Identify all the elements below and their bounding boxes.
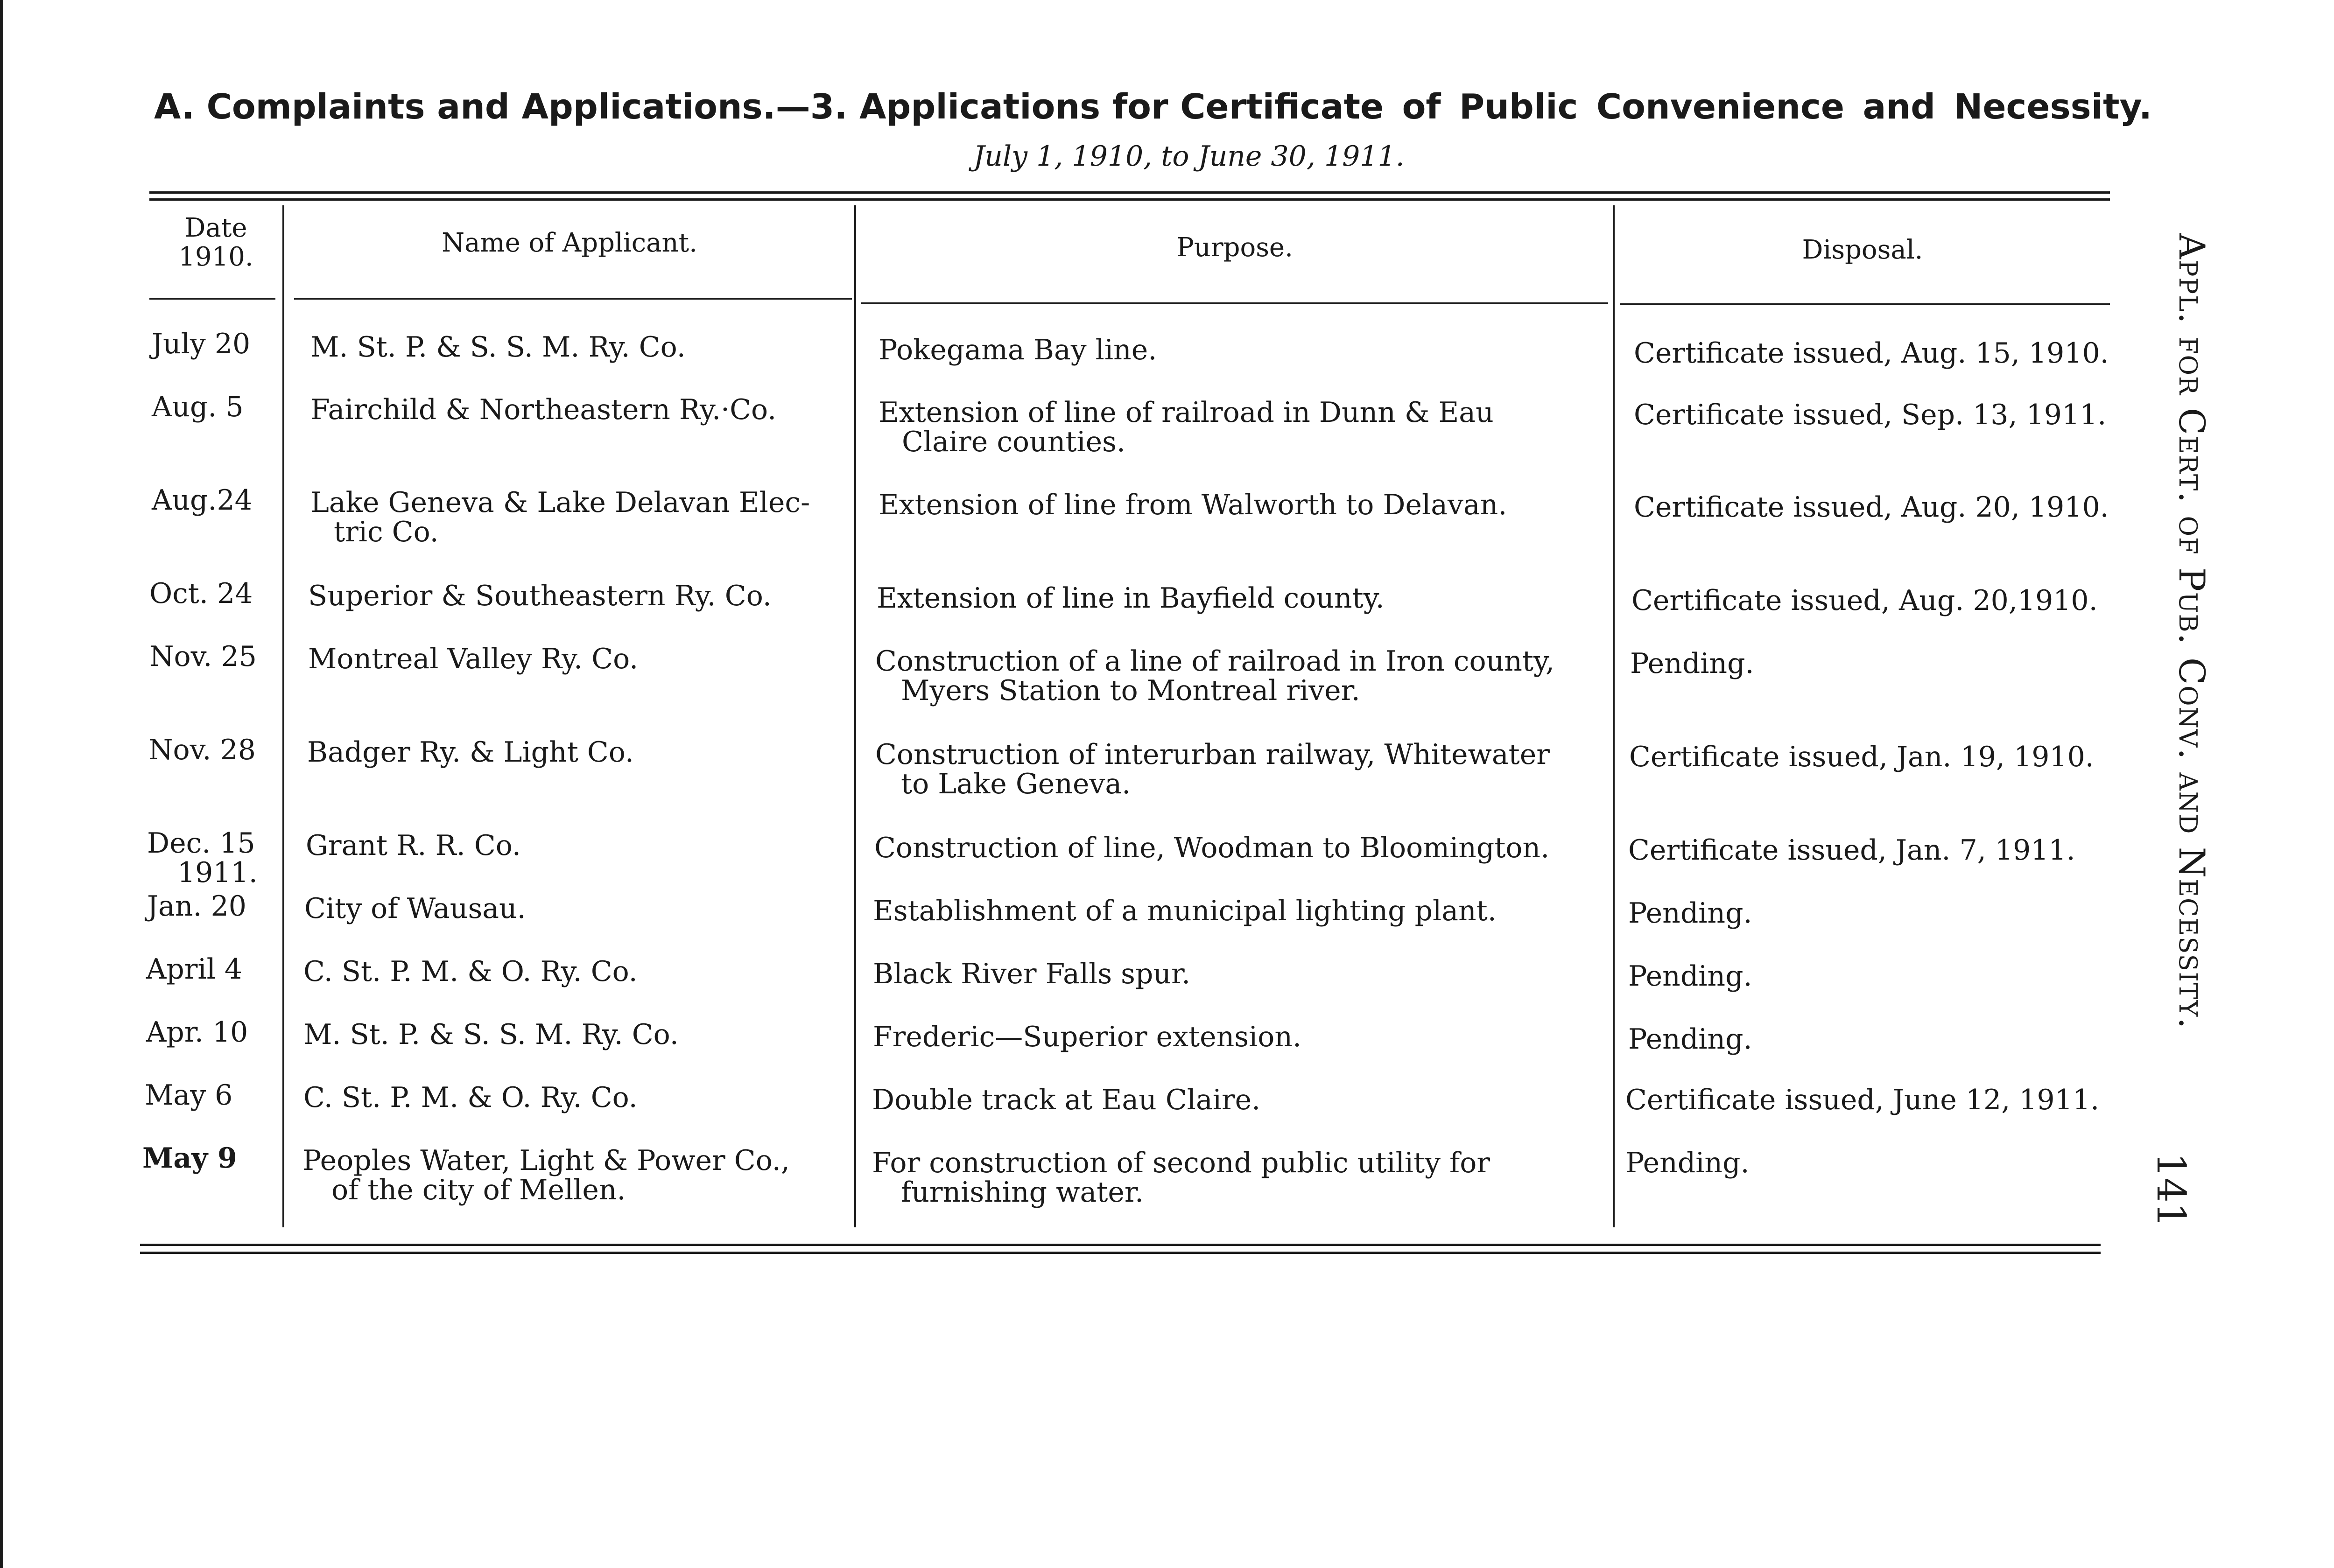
bottom-rule: [140, 1252, 2101, 1254]
disposal-cell: Certificate issued, June 12, 1911.: [1625, 1084, 2100, 1116]
column-divider: [1613, 205, 1615, 1227]
column-header-applicant: Name of Applicant.: [442, 228, 697, 258]
applicant-cell-cont: tric Co.: [334, 516, 439, 548]
page-number: 141: [2148, 1153, 2194, 1228]
applicant-cell: Fairchild & Northeastern Ry.·Co.: [310, 393, 777, 426]
applicant-cell: M. St. P. & S. S. M. Ry. Co.: [310, 331, 686, 364]
date-cell: Dec. 15: [147, 827, 255, 860]
applicant-cell: City of Wausau.: [304, 892, 526, 925]
column-divider: [282, 205, 284, 1227]
disposal-cell: Certificate issued, Aug. 20,1910.: [1631, 584, 2098, 617]
running-head: Appl. for Cert. of Pub. Conv. and Necessity.: [2171, 233, 2213, 1030]
disposal-cell: Pending.: [1630, 647, 1754, 680]
disposal-cell: Pending.: [1628, 1023, 1752, 1056]
applicant-cell: Peoples Water, Light & Power Co.,: [302, 1144, 790, 1177]
purpose-cell: Construction of interurban railway, Whitewater: [875, 738, 1550, 771]
date-cell: Nov. 25: [149, 640, 257, 673]
date-cell-cont: 1911.: [177, 856, 258, 889]
title-part: A. Complaints and Applications.—3. Applications for Certificate: [154, 87, 1384, 127]
title-part: Necessity.: [1954, 87, 2152, 127]
date-cell: Aug.24: [152, 484, 253, 517]
purpose-cell: Black River Falls spur.: [873, 958, 1191, 990]
disposal-cell: Pending.: [1628, 897, 1752, 930]
applicant-cell: C. St. P. M. & O. Ry. Co.: [303, 955, 638, 988]
applicant-cell: Grant R. R. Co.: [306, 829, 521, 862]
date-cell: Aug. 5: [152, 391, 244, 423]
applicant-cell: Lake Geneva & Lake Delavan Elec-: [310, 486, 810, 519]
date-cell: May 9: [142, 1142, 237, 1175]
title-part: Public: [1459, 87, 1578, 127]
title-part: Convenience: [1596, 87, 1845, 127]
purpose-cell: Extension of line of railroad in Dunn & Eau: [879, 396, 1494, 429]
purpose-cell-cont: Myers Station to Montreal river.: [901, 674, 1360, 707]
title-part: of: [1402, 87, 1441, 127]
page-title: [154, 87, 2152, 127]
purpose-cell-cont: furnishing water.: [901, 1176, 1144, 1209]
disposal-cell: Certificate issued, Aug. 20, 1910.: [1634, 491, 2109, 524]
header-underline: [861, 302, 1608, 304]
purpose-cell: Construction of line, Woodman to Bloomington.: [874, 832, 1550, 864]
disposal-cell: Certificate issued, Jan. 19, 1910.: [1629, 741, 2094, 773]
column-header-purpose: Purpose.: [1176, 232, 1293, 263]
date-cell: Oct. 24: [149, 577, 253, 610]
date-cell: Jan. 20: [147, 890, 246, 923]
column-header-date-line: 1910.: [178, 242, 253, 272]
header-underline: [1620, 303, 2110, 305]
applicant-cell: C. St. P. M. & O. Ry. Co.: [303, 1081, 638, 1114]
purpose-cell-cont: Claire counties.: [902, 426, 1126, 458]
applicant-cell: Montreal Valley Ry. Co.: [308, 643, 639, 675]
disposal-cell: Certificate issued, Aug. 15, 1910.: [1634, 337, 2109, 370]
disposal-cell: Certificate issued, Sep. 13, 1911.: [1634, 399, 2107, 431]
top-rule: [149, 191, 2110, 194]
purpose-cell: Construction of a line of railroad in Iron county,: [875, 645, 1555, 678]
applicant-cell: M. St. P. & S. S. M. Ry. Co.: [303, 1018, 679, 1051]
purpose-cell: Extension of line in Bayfield county.: [877, 582, 1385, 615]
date-cell: April 4: [146, 953, 243, 986]
applicant-cell-cont: of the city of Mellen.: [331, 1174, 626, 1206]
column-divider: [854, 205, 856, 1227]
disposal-cell: Pending.: [1625, 1147, 1750, 1179]
page-subtitle: July 1, 1910, to June 30, 1911.: [973, 140, 1405, 173]
date-cell: Nov. 28: [148, 734, 256, 766]
page-edge: [0, 0, 3, 1568]
header-underline: [149, 298, 275, 300]
header-underline: [294, 298, 852, 300]
date-cell: July 20: [152, 328, 251, 360]
applicant-cell: Superior & Southeastern Ry. Co.: [308, 580, 772, 612]
purpose-cell-cont: to Lake Geneva.: [901, 768, 1131, 800]
title-part: and: [1863, 87, 1936, 127]
applicant-cell: Badger Ry. & Light Co.: [307, 736, 634, 769]
bottom-rule: [140, 1244, 2101, 1246]
purpose-cell: Pokegama Bay line.: [879, 334, 1157, 366]
purpose-cell: Frederic—Superior extension.: [873, 1021, 1302, 1053]
purpose-cell: Establishment of a municipal lighting plant.: [873, 895, 1497, 927]
top-rule: [149, 198, 2110, 201]
purpose-cell: Double track at Eau Claire.: [872, 1084, 1261, 1116]
date-cell: May 6: [145, 1079, 233, 1112]
purpose-cell: Extension of line from Walworth to Delavan.: [879, 489, 1507, 521]
disposal-cell: Pending.: [1628, 960, 1752, 993]
column-header-date: [149, 214, 282, 272]
disposal-cell: Certificate issued, Jan. 7, 1911.: [1628, 834, 2075, 867]
column-header-date-line: Date: [184, 213, 247, 243]
column-header-disposal: Disposal.: [1802, 235, 1923, 265]
date-cell: Apr. 10: [146, 1016, 248, 1049]
purpose-cell: For construction of second public utility for: [872, 1147, 1490, 1179]
